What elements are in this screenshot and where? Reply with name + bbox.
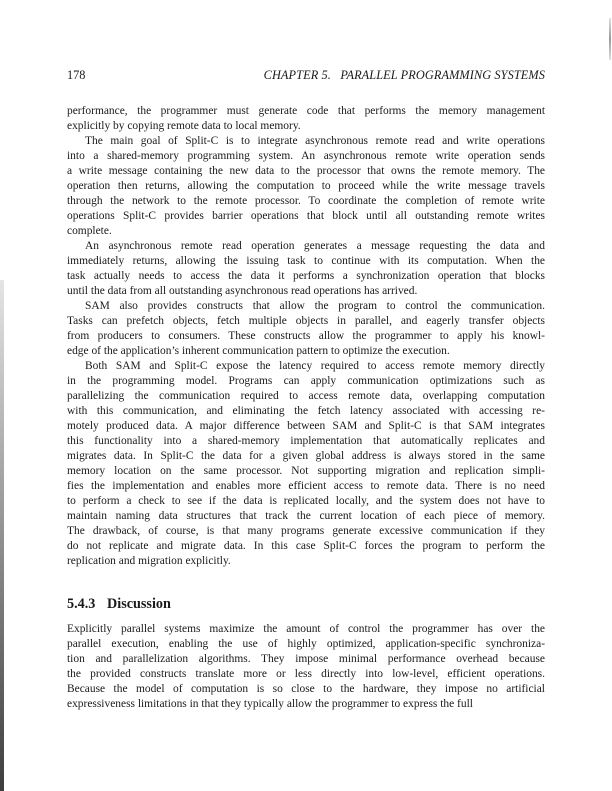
- chapter-title: CHAPTER 5. PARALLEL PROGRAMMING SYSTEMS: [263, 68, 545, 82]
- running-head: [67, 67, 545, 83]
- section-number: 5.4.3: [67, 596, 96, 612]
- text-line: migrates data. In Split-C the data for a given global address is always stored in the same: [67, 450, 545, 462]
- text-line: Tasks can prefetch objects, fetch multiple objects in parallel, and eagerly transfer objects: [67, 315, 545, 327]
- text-line: task actually needs to access the data it performs a synchronization operation that blocks: [67, 270, 545, 282]
- text-line: memory location on the same processor. Not supporting migration and replication simpli-: [67, 465, 545, 477]
- section-heading: [67, 595, 545, 613]
- page-number: 178: [67, 68, 86, 82]
- text-line: Explicitly parallel systems maximize the amount of control the programmer has over the: [67, 623, 545, 635]
- paragraph: [67, 104, 545, 134]
- text-line: a write message containing the new data to the processor that owns the remote memory. The: [67, 165, 545, 177]
- text-line: until the data from all outstanding asynchronous read operations has arrived.: [67, 285, 418, 297]
- paragraph: [67, 299, 545, 359]
- text-line: parallel execution, enabling the use of highly optimized, application-specific synchroniza-: [67, 638, 545, 650]
- text-line: in the programming model. Programs can apply communication optimizations such as: [67, 375, 545, 387]
- section-title: Discussion: [107, 596, 171, 612]
- text-line: do not replicate and migrate data. In this case Split-C forces the program to perform the: [67, 540, 545, 552]
- text-line: The main goal of Split-C is to integrate asynchronous remote read and write operations: [85, 135, 545, 147]
- text-line: SAM also provides constructs that allow the program to control the communication.: [85, 300, 545, 312]
- text-line: performance, the programmer must generate code that performs the memory management: [67, 105, 545, 117]
- text-line: through the network to the remote processor. To coordinate the completion of remote write: [67, 195, 545, 207]
- text-line: tion and parallelization algorithms. They impose minimal performance overhead because: [67, 653, 545, 665]
- text-line: replication and migration explicitly.: [67, 555, 231, 567]
- text-line: maintain naming data structures that track the current location of each piece of memory.: [67, 510, 545, 522]
- text-line: The drawback, of course, is that many programs generate excessive communication if they: [67, 525, 545, 537]
- text-line: into a shared-memory programming system. An asynchronous remote write operation sends: [67, 150, 545, 162]
- text-line: the provided constructs translate more or less directly into low-level, efficient operations.: [67, 668, 545, 680]
- text-line: fies the implementation and enables more efficient access to remote data. There is no need: [67, 480, 545, 492]
- paragraph: [67, 359, 545, 569]
- text-line: complete.: [67, 225, 112, 237]
- text-line: operation then returns, allowing the computation to proceed while the write message travels: [67, 180, 545, 192]
- text-line: expressiveness limitations in that they typically allow the programmer to express the full: [67, 698, 473, 710]
- text-line: edge of the application’s inherent communication pattern to optimize the execution.: [67, 345, 450, 357]
- scan-shadow-left: [0, 280, 4, 791]
- text-line: motely produced data. A major difference between SAM and Split-C is that SAM integrates: [67, 420, 545, 432]
- text-line: Because the model of computation is so close to the hardware, they impose no artificial: [67, 683, 545, 695]
- section-body-text: [67, 622, 545, 712]
- paragraph: [67, 239, 545, 299]
- text-line: from producers to consumers. These constructs allow the programmer to apply his knowl-: [67, 330, 545, 342]
- scan-mark-right: [609, 18, 611, 60]
- paragraph: [67, 622, 545, 712]
- text-line: this functionality into a shared-memory implementation that automatically replicates and: [67, 435, 545, 447]
- text-line: immediately returns, allowing the issuing task to continue with its computation. When the: [67, 255, 545, 267]
- text-line: with this communication, and eliminating the fetch latency associated with accessing re-: [67, 405, 545, 417]
- paragraph: [67, 134, 545, 239]
- text-line: Both SAM and Split-C expose the latency required to access remote memory directly: [85, 360, 545, 372]
- text-line: parallelizing the communication required to access remote data, overlapping computation: [67, 390, 545, 402]
- text-line: explicitly by copying remote data to local memory.: [67, 120, 301, 132]
- text-line: operations Split-C provides barrier operations that block until all outstanding remote writes: [67, 210, 545, 222]
- text-line: to perform a check to see if the data is replicated locally, and the system does not have to: [67, 495, 545, 507]
- text-line: An asynchronous remote read operation generates a message requesting the data and: [85, 240, 545, 252]
- body-text: [67, 104, 545, 569]
